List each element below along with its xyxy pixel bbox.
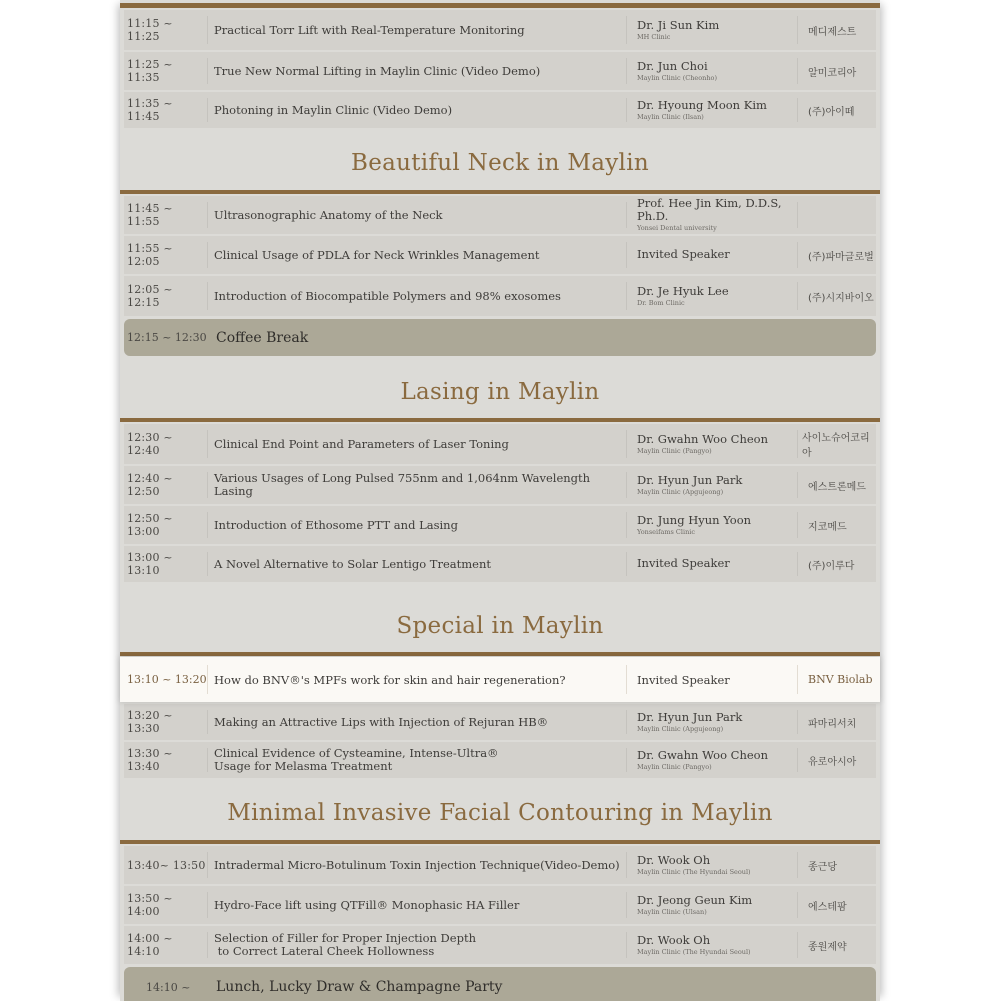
row-time: 11:55 ~ 12:05 (127, 242, 173, 268)
row-title (214, 236, 624, 274)
program-row (124, 926, 876, 964)
row-title-text: Photoning in Maylin Clinic (Video Demo) (214, 102, 453, 117)
row-title (214, 276, 624, 316)
row-title-text: Ultrasonographic Anatomy of the Neck (214, 207, 443, 222)
row-time: 11:15 ~ 11:25 (127, 17, 173, 43)
row-sponsor: 지코메드 (808, 521, 847, 533)
divider (207, 552, 208, 576)
speaker-affiliation: Yonsei Dental university (637, 224, 717, 232)
divider (626, 665, 627, 694)
divider (626, 16, 627, 44)
speaker-name: Dr. Hyun Jun Park (637, 472, 743, 487)
program-row (124, 506, 876, 544)
divider (626, 98, 627, 122)
row-speaker (637, 704, 799, 740)
row-sponsor (808, 196, 878, 234)
divider (797, 665, 798, 694)
break-time: 12:15 ~ 12:30 (127, 331, 207, 344)
divider (626, 430, 627, 458)
row-speaker (637, 424, 799, 464)
speaker-name: Dr. Ji Sun Kim (637, 17, 720, 32)
divider (207, 282, 208, 310)
program-row (124, 424, 876, 464)
row-title (214, 704, 624, 740)
row-time: 11:45 ~ 11:55 (127, 202, 173, 228)
row-time: 13:30 ~ 13:40 (127, 747, 173, 773)
row-sponsor: BNV Biolab (808, 673, 873, 686)
speaker-affiliation: Maylin Clinic (Apgujeong) (637, 487, 724, 496)
row-time: 12:50 ~ 13:00 (127, 512, 173, 538)
speaker-name: Prof. Hee Jin Kim, D.D.S, Ph.D. (637, 196, 782, 223)
program-row (124, 846, 876, 884)
section-rule (120, 190, 880, 194)
program-row (124, 276, 876, 316)
lunch-bar (124, 967, 876, 1001)
break-label: Coffee Break (216, 329, 309, 346)
divider (626, 852, 627, 878)
divider (207, 16, 208, 44)
section-title: Special in Maylin (396, 613, 604, 639)
speaker-name: Dr. Wook Oh (637, 932, 711, 947)
row-speaker (637, 846, 799, 884)
section-rule (120, 652, 880, 656)
speaker-affiliation: Dr. Bom Clinic (637, 298, 685, 307)
divider (626, 552, 627, 576)
row-time: 13:00 ~ 13:10 (127, 551, 173, 577)
divider (207, 710, 208, 734)
speaker-affiliation: Maylin Clinic (The Hyundai Seoul) (637, 947, 751, 956)
speaker-name: Invited Speaker (637, 247, 730, 261)
divider (207, 748, 208, 772)
row-title (214, 926, 624, 964)
row-title-line2: Usage for Melasma Treatment (214, 759, 393, 773)
divider (626, 748, 627, 772)
program-row (124, 10, 876, 50)
row-sponsor: 메디제스트 (808, 26, 857, 38)
row-sponsor: (주)아이떼 (808, 106, 855, 118)
row-sponsor: 에스테팜 (808, 901, 847, 913)
divider (207, 430, 208, 458)
speaker-affiliation: Maylin Clinic (Ilsan) (637, 112, 704, 121)
speaker-name: Invited Speaker (637, 672, 730, 687)
speaker-affiliation: MH Clinic (637, 32, 671, 41)
divider (797, 98, 798, 122)
divider (207, 932, 208, 958)
row-sponsor: (주)시지바이오 (808, 292, 874, 304)
section-title: Lasing in Maylin (400, 379, 600, 405)
break-label: Lunch, Lucky Draw & Champagne Party (216, 979, 503, 995)
divider (207, 665, 208, 694)
row-speaker (637, 92, 799, 128)
divider (626, 892, 627, 918)
row-time: 12:30 ~ 12:40 (127, 431, 173, 457)
row-time: 12:40 ~ 12:50 (127, 472, 173, 498)
speaker-affiliation: Maylin Clinic (The Hyundai Seoul) (637, 867, 751, 876)
speaker-name: Dr. Jung Hyun Yoon (637, 512, 752, 527)
program-row (124, 546, 876, 582)
divider (626, 932, 627, 958)
row-time: 13:20 ~ 13:30 (127, 709, 173, 735)
divider (207, 512, 208, 538)
break-time: 14:10 ~ (146, 980, 191, 994)
row-sponsor: 유로아시아 (808, 756, 857, 768)
speaker-name: Dr. Gwahn Woo Cheon (637, 431, 769, 446)
row-title (214, 92, 624, 128)
row-title-text: Making an Attractive Lips with Injection of Rejuran HB® (214, 714, 549, 729)
divider (626, 282, 627, 310)
row-speaker (637, 886, 799, 924)
divider (797, 710, 798, 734)
row-title-text: Hydro-Face lift using QTFill® Monophasic HA Filler (214, 897, 520, 912)
program-row (124, 704, 876, 740)
row-title-text: Clinical Usage of PDLA for Neck Wrinkles Management (214, 247, 540, 262)
row-speaker (637, 196, 799, 234)
divider (626, 202, 627, 228)
row-title-text: Practical Torr Lift with Real-Temperature Monitoring (214, 22, 525, 37)
row-speaker (637, 10, 799, 50)
section-title: Minimal Invasive Facial Contouring in Maylin (227, 800, 773, 826)
divider (797, 202, 798, 228)
row-title-text: Various Usages of Long Pulsed 755nm and 1,064nm Wavelength Lasing (214, 471, 591, 498)
speaker-name: Dr. Hyoung Moon Kim (637, 97, 767, 112)
speaker-name: Dr. Wook Oh (637, 852, 711, 867)
row-title (214, 196, 624, 234)
divider (207, 472, 208, 498)
row-title-text: Introduction of Biocompatible Polymers and 98% exosomes (214, 288, 561, 303)
row-title-text: True New Normal Lifting in Maylin Clinic (Video Demo) (214, 63, 541, 78)
divider (797, 852, 798, 878)
row-speaker (637, 506, 799, 544)
speaker-affiliation: Maylin Clinic (Pangyo) (637, 762, 712, 771)
program-row (124, 196, 876, 234)
program-row (124, 52, 876, 90)
speaker-name: Dr. Hyun Jun Park (637, 709, 743, 724)
speaker-affiliation: Maylin Clinic (Ulsan) (637, 907, 707, 916)
row-sponsor: 알미코리아 (808, 67, 857, 79)
divider (207, 892, 208, 918)
row-speaker (637, 546, 799, 582)
program-sheet (120, 0, 880, 1001)
row-sponsor: 종근당 (808, 861, 837, 873)
row-title-line2: to Correct Lateral Cheek Hollowness (214, 944, 435, 958)
divider (626, 512, 627, 538)
top-rule (120, 3, 880, 8)
divider (207, 242, 208, 268)
divider (797, 892, 798, 918)
divider (626, 472, 627, 498)
speaker-name: Dr. Gwahn Woo Cheon (637, 747, 769, 762)
section-title: Beautiful Neck in Maylin (351, 150, 649, 176)
row-title-text: A Novel Alternative to Solar Lentigo Treatment (214, 556, 491, 571)
divider (797, 242, 798, 268)
row-title-text: Intradermal Micro-Botulinum Toxin Injection Technique(Video-Demo) (214, 857, 620, 872)
program-row (124, 92, 876, 128)
row-title (214, 466, 624, 504)
program-row (124, 886, 876, 924)
divider (207, 202, 208, 228)
row-sponsor: 에스트론메드 (808, 481, 866, 493)
row-speaker (637, 466, 799, 504)
row-title (214, 846, 624, 884)
row-time: 13:10 ~ 13:20 (127, 673, 207, 686)
speaker-affiliation: Maylin Clinic (Apgujeong) (637, 724, 724, 733)
speaker-name: Dr. Jun Choi (637, 58, 708, 73)
divider (797, 748, 798, 772)
row-speaker (637, 926, 799, 964)
row-title (214, 52, 624, 90)
row-time: 13:50 ~ 14:00 (127, 892, 173, 918)
row-title-text: Clinical End Point and Parameters of Laser Toning (214, 436, 509, 451)
divider (626, 242, 627, 268)
highlighted-row (120, 657, 880, 702)
divider (797, 512, 798, 538)
speaker-name: Dr. Je Hyuk Lee (637, 283, 729, 298)
divider (797, 430, 798, 458)
row-sponsor: 파마리서치 (808, 718, 857, 730)
program-row (124, 236, 876, 274)
program-row (124, 742, 876, 778)
row-title (214, 886, 624, 924)
divider (797, 472, 798, 498)
section-rule (120, 840, 880, 844)
row-sponsor: 종원제약 (808, 941, 847, 953)
divider (797, 16, 798, 44)
speaker-name: Invited Speaker (637, 556, 730, 570)
coffee-break-bar (124, 319, 876, 356)
divider (207, 98, 208, 122)
row-title (214, 424, 624, 464)
divider (207, 852, 208, 878)
row-speaker (637, 276, 799, 316)
row-title (214, 506, 624, 544)
speaker-affiliation: Yonseifams Clinic (637, 527, 695, 536)
section-rule (120, 418, 880, 422)
speaker-affiliation: Maylin Clinic (Pangyo) (637, 446, 712, 455)
divider (626, 710, 627, 734)
row-speaker (637, 742, 799, 778)
row-title-text: Clinical Evidence of Cysteamine, Intense-Ultra® (214, 746, 499, 760)
row-time: 11:35 ~ 11:45 (127, 97, 173, 123)
divider (797, 932, 798, 958)
row-title: How do BNV®'s MPFs work for skin and hair regeneration? (214, 672, 566, 687)
row-time: 12:05 ~ 12:15 (127, 283, 173, 309)
row-sponsor: (주)이루다 (808, 560, 855, 572)
divider (797, 282, 798, 310)
speaker-name: Dr. Jeong Geun Kim (637, 892, 753, 907)
row-sponsor: (주)파마글로벌 (808, 251, 874, 263)
row-title (214, 10, 624, 50)
speaker-affiliation: Maylin Clinic (Cheonho) (637, 73, 717, 82)
row-title (214, 546, 624, 582)
program-row (124, 466, 876, 504)
row-title (214, 742, 624, 778)
divider (797, 58, 798, 84)
row-time: 14:00 ~ 14:10 (127, 932, 173, 958)
divider (207, 58, 208, 84)
row-speaker (637, 52, 799, 90)
row-time: 11:25 ~ 11:35 (127, 58, 173, 84)
divider (626, 58, 627, 84)
divider (797, 552, 798, 576)
row-speaker (637, 236, 799, 274)
row-time: 13:40~ 13:50 (127, 858, 206, 872)
row-title-text: Introduction of Ethosome PTT and Lasing (214, 517, 458, 532)
row-title-text: Selection of Filler for Proper Injection Depth (214, 931, 476, 945)
row-sponsor: 사이노슈어코리아 (802, 433, 870, 459)
